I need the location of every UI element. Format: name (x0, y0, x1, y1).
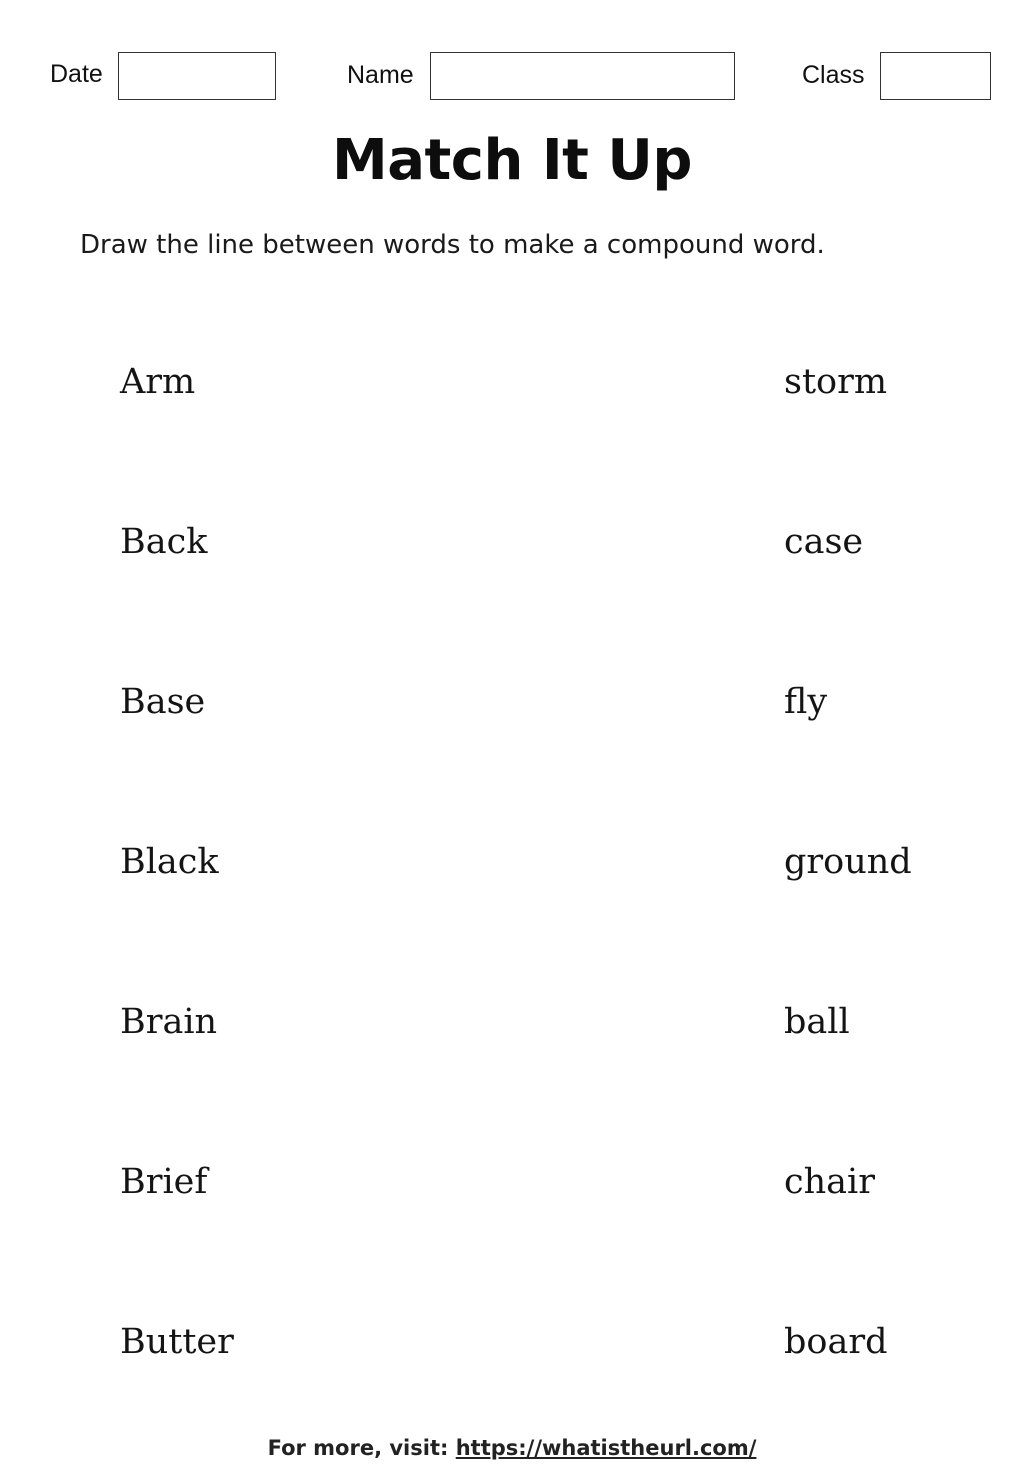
left-word: Brief (120, 1162, 208, 1202)
left-word: Back (120, 522, 208, 562)
right-word: storm (784, 362, 888, 402)
left-word: Arm (120, 362, 196, 402)
left-word: Base (120, 682, 206, 722)
instruction-text: Draw the line between words to make a compound word. (80, 230, 825, 260)
left-word: Brain (120, 1002, 218, 1042)
right-word: ground (784, 842, 912, 882)
footer-link[interactable]: https://whatistheurl.com/ (455, 1436, 757, 1460)
footer-prefix: For more, visit: (267, 1436, 449, 1460)
right-word: board (784, 1322, 888, 1362)
name-label: Name (347, 61, 414, 89)
name-field[interactable] (430, 52, 735, 100)
left-word: Black (120, 842, 219, 882)
left-word: Butter (120, 1322, 234, 1362)
right-word: fly (784, 682, 828, 722)
right-word: ball (784, 1002, 850, 1042)
left-word-list (120, 360, 234, 1480)
class-field[interactable] (880, 52, 991, 100)
right-word: chair (784, 1162, 875, 1202)
date-label: Date (50, 60, 103, 88)
footer (0, 1436, 1024, 1460)
page-title: Match It Up (331, 128, 692, 193)
right-word-list (784, 360, 912, 1480)
right-word: case (784, 522, 864, 562)
date-field[interactable] (118, 52, 276, 100)
class-label: Class (802, 61, 865, 89)
